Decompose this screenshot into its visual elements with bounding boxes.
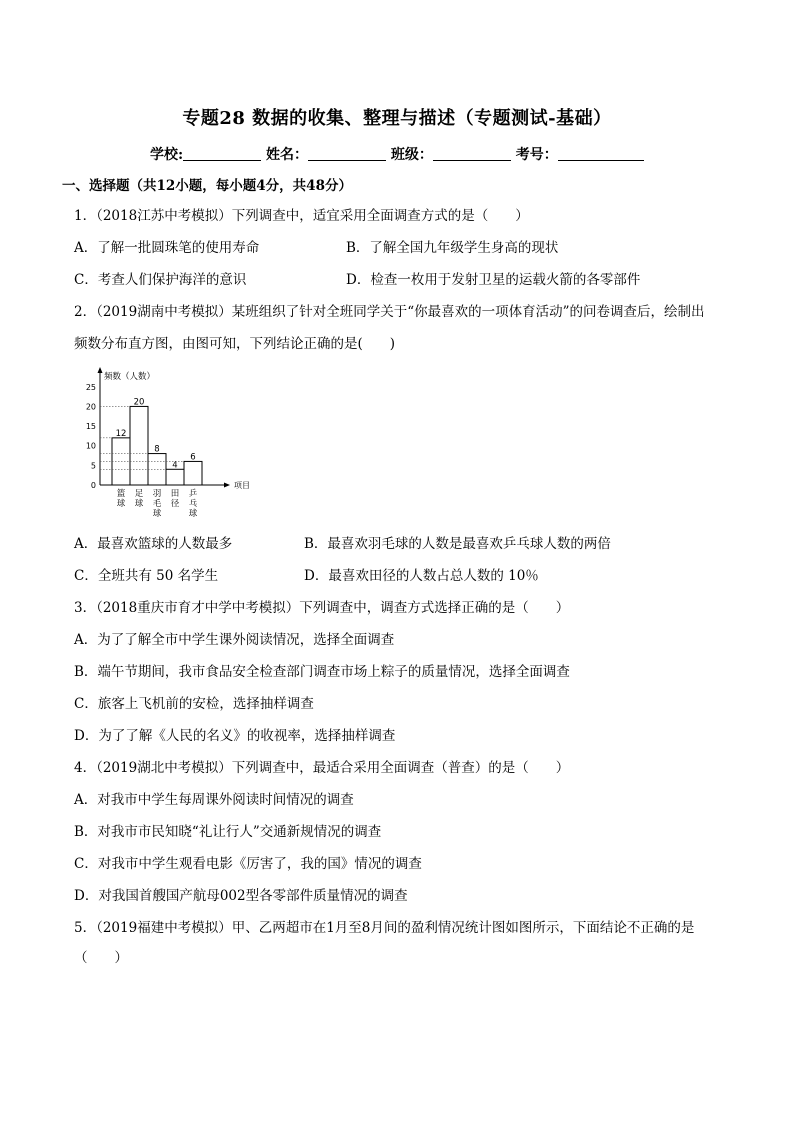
bar-data-label: 20: [133, 397, 145, 408]
x-tick-label: 球: [188, 509, 198, 519]
bar-data-label: 12: [115, 428, 127, 439]
q4-option-b: B．对我市市民知晓“礼让行人”交通新规情况的调查: [74, 824, 382, 840]
y-tick-label: 5: [90, 461, 96, 471]
school-blank[interactable]: [183, 146, 261, 161]
frequency-histogram: [74, 364, 254, 529]
q5-stem-line1: 5．（2019福建中考模拟）甲、乙两超市在1月至8月间的盈利情况统计图如图所示，下面结论不正确的是: [74, 920, 695, 936]
x-tick-label: 篮: [116, 489, 126, 499]
y-tick-label: 0: [90, 481, 96, 490]
q2-stem-line2: 频数分布直方图，由图可知，下列结论正确的是( ): [74, 336, 396, 352]
q4-stem: 4．（2019湖北中考模拟）下列调查中，最适合采用全面调查（普查）的是（ ）: [74, 760, 570, 776]
bar: [184, 461, 202, 485]
q4-option-a: A．对我市中学生每周课外阅读时间情况的调查: [74, 792, 354, 808]
y-tick-label: 10: [85, 441, 96, 451]
q1-option-b: B．了解全国九年级学生身高的现状: [346, 240, 559, 256]
bar-data-label: 4: [172, 460, 178, 471]
x-tick-label: 羽: [152, 489, 162, 499]
x-tick-label: 毛: [152, 499, 162, 509]
q1-option-a: A．了解一批圆珠笔的使用寿命: [74, 240, 260, 256]
x-axis-arrow: [224, 483, 230, 488]
x-tick-label: 足: [134, 489, 144, 499]
y-axis-arrow: [98, 367, 103, 373]
q2-stem-line1: 2．（2019湖南中考模拟）某班组织了针对全班同学关于“你最喜欢的一项体育活动”的问卷调查后，绘制出: [74, 304, 705, 320]
x-axis-label: 项目: [234, 481, 250, 490]
bar: [166, 469, 184, 485]
q4-option-c: C．对我市中学生观看电影《厉害了，我的国》情况的调查: [74, 856, 422, 872]
x-tick-label: 球: [152, 509, 162, 519]
q3-option-d: D．为了了解《人民的名义》的收视率，选择抽样调查: [74, 728, 396, 744]
q3-stem: 3．（2018重庆市育才中学中考模拟）下列调查中，调查方式选择正确的是（ ）: [74, 600, 570, 616]
x-tick-label: 乒: [188, 489, 198, 499]
q1-option-c: C．考查人们保护海洋的意识: [74, 272, 247, 288]
q3-option-a: A．为了了解全市中学生课外阅读情况，选择全面调查: [74, 632, 395, 648]
y-tick-label: 20: [85, 402, 96, 412]
class-label: 班级：: [390, 147, 433, 163]
q1-option-d: D．检查一枚用于发射卫星的运载火箭的各零部件: [346, 272, 641, 288]
q3-option-c: C．旅客上飞机前的安检，选择抽样调查: [74, 696, 314, 712]
bar: [130, 406, 148, 485]
name-blank[interactable]: [308, 146, 386, 161]
bar-data-label: 6: [190, 452, 196, 463]
number-blank[interactable]: [558, 146, 644, 161]
x-tick-label: 乓: [188, 499, 198, 509]
student-info-line: [150, 144, 644, 164]
q2-option-c: C．全班共有 50 名学生: [74, 568, 219, 584]
q1-stem: 1．（2018江苏中考模拟）下列调查中，适宜采用全面调查方式的是（ ）: [74, 208, 529, 224]
y-tick-label: 25: [85, 382, 96, 392]
q3-option-b: B．端午节期间，我市食品安全检查部门调查市场上粽子的质量情况，选择全面调查: [74, 664, 570, 680]
class-blank[interactable]: [433, 146, 511, 161]
x-tick-label: 径: [170, 499, 180, 509]
school-label: 学校:: [150, 147, 184, 163]
q2-option-b: B．最喜欢羽毛球的人数是最喜欢乒乓球人数的两倍: [304, 536, 611, 552]
x-tick-label: 田: [170, 489, 180, 499]
y-tick-label: 15: [85, 422, 96, 432]
q5-stem-line2: （ ）: [74, 950, 128, 966]
name-label: 姓名：: [266, 147, 309, 163]
q2-option-a: A．最喜欢篮球的人数最多: [74, 536, 233, 552]
y-axis-label: 频数（人数）: [104, 372, 156, 382]
q2-option-d: D．最喜欢田径的人数占总人数的 10％: [304, 568, 539, 584]
bar-data-label: 8: [154, 444, 160, 455]
page-title: 专题28 数据的收集、整理与描述（专题测试-基础）: [182, 108, 612, 129]
x-tick-label: 球: [134, 499, 144, 509]
section-heading: 一、选择题（共12小题，每小题4分，共48分）: [62, 178, 352, 194]
number-label: 考号：: [515, 147, 558, 163]
q4-option-d: D．对我国首艘国产航母002型各零部件质量情况的调查: [74, 888, 408, 904]
x-tick-label: 球: [116, 499, 126, 509]
